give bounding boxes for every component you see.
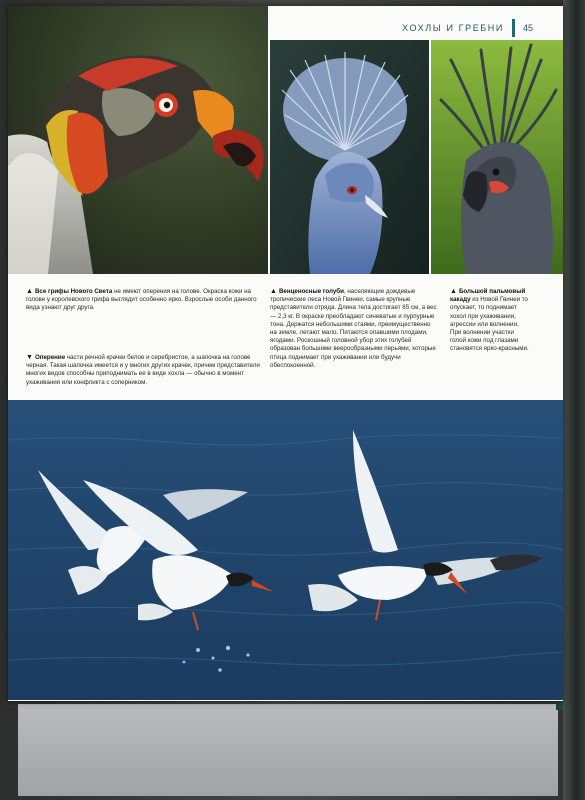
triangle-up-icon: ▲	[270, 288, 277, 295]
king-vulture-photo	[8, 6, 268, 274]
page-number: 45	[522, 23, 533, 33]
triangle-up-icon: ▲	[26, 288, 33, 295]
running-title: ХОХЛЫ И ГРЕБНИ	[402, 23, 504, 33]
caption-text: не имеют оперения на голове. Окраска кожи на голове у королевского грифа выглядит особенно ярко. Взрослые особи данного вида узнают друг друга.	[26, 288, 257, 312]
triangle-up-icon: ▲	[450, 288, 457, 295]
caption-title: Оперение	[34, 354, 66, 361]
header-divider	[512, 19, 515, 37]
book-spine	[563, 0, 585, 800]
page-edge-shadow	[18, 704, 558, 796]
palm-cockatoo-photo	[431, 40, 563, 274]
caption-king-vulture	[26, 288, 262, 313]
caption-text: из Новой Гвинеи то опускает, то поднимает хохол при ухаживании, агрессии или волнении. При волнении участки голой кожи под глазами становятся ярко-красными.	[450, 296, 529, 353]
caption-title: Все грифы Нового Света	[34, 288, 113, 295]
caption-title: Венценосные голуби	[278, 288, 344, 295]
caption-tern	[26, 354, 262, 387]
book-page	[8, 6, 563, 701]
caption-crowned-pigeon	[270, 288, 438, 370]
crowned-pigeon-photo	[270, 40, 429, 274]
captions-strip	[8, 280, 563, 400]
caption-title: Большой пальмовый какаду	[450, 288, 526, 304]
page-header	[402, 18, 533, 38]
caption-palm-cockatoo	[450, 288, 530, 354]
caption-text: части речной крачки белое и серебристое, а шапочка на голове черная. Такая шапочка имеется и у многих других крачек, причем представители многих видов способны приподнимать ее в виде хохла — обычно в момент ухаживания или конфликта с соперником.	[26, 354, 260, 386]
triangle-down-icon: ▼	[26, 354, 33, 361]
caption-text: , населяющие дождевые тропические леса Новой Гвинеи, самые крупные представители отряда. Длина тела достигает 85 см, а вес — 2,3 кг. В окраске преобладают синеватые и пурпурные тона. Держатся небольшими стаями, преимущественно на земле, летают мало. Питаются опавшими плодами, ягодами. Роскошный головной убор этих голубей образован большими веерообразными перьями, которые птица поднимает при ухаживании или будучи обеспокоенной.	[270, 288, 437, 369]
terns-over-water-photo	[8, 400, 563, 700]
